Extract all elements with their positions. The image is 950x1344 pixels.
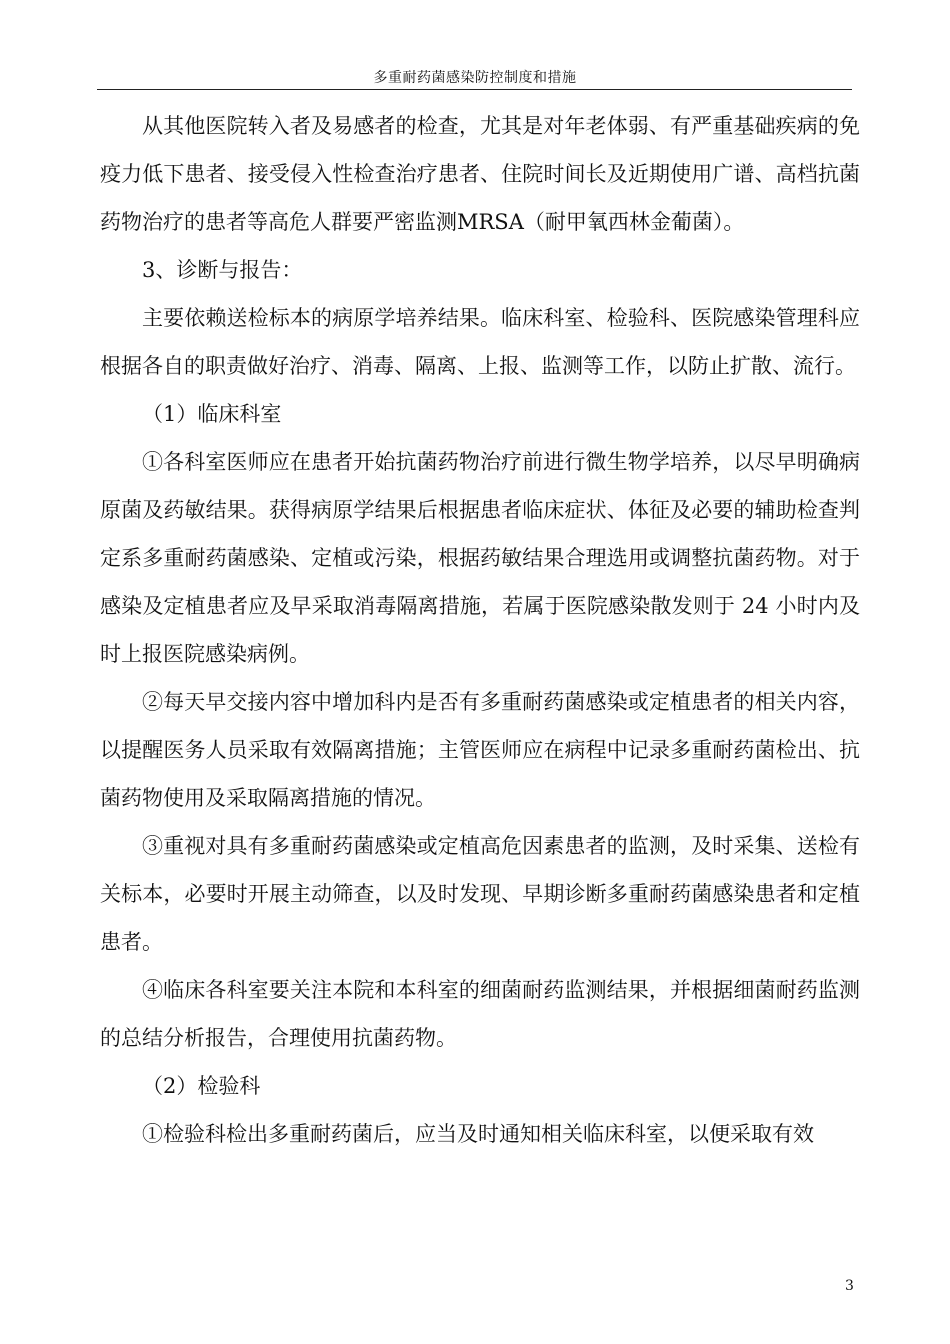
paragraph-clinical-item-3: ③重视对具有多重耐药菌感染或定植高危因素患者的监测，及时采集、送检有关标本，必要时开展主动筛查，以及时发现、早期诊断多重耐药菌感染患者和定植患者。 [100, 834, 860, 954]
paragraph-laboratory-item-1: ①检验科检出多重耐药菌后，应当及时通知相关临床科室，以便采取有效 [142, 1122, 814, 1146]
paragraph-clinical-item-2: ②每天早交接内容中增加科内是否有多重耐药菌感染或定植患者的相关内容，以提醒医务人员采取有效隔离措施；主管医师应在病程中记录多重耐药菌检出、抗菌药物使用及采取隔离措施的情况。 [100, 690, 860, 810]
paragraph-diagnosis-basis: 主要依赖送检标本的病原学培养结果。临床科室、检验科、医院感染管理科应根据各自的职责做好治疗、消毒、隔离、上报、监测等工作，以防止扩散、流行。 [100, 306, 860, 378]
subsection-heading-clinical-departments: （1）临床科室 [142, 402, 282, 426]
paragraph-clinical-item-4: ④临床各科室要关注本院和本科室的细菌耐药监测结果，并根据细菌耐药监测的总结分析报告，合理使用抗菌药物。 [100, 978, 860, 1050]
section-heading-diagnosis-report: 3、诊断与报告： [142, 258, 303, 282]
header-divider [97, 89, 852, 90]
paragraph-clinical-item-1: ①各科室医师应在患者开始抗菌药物治疗前进行微生物学培养，以尽早明确病原菌及药敏结果。获得病原学结果后根据患者临床症状、体征及必要的辅助检查判定系多重耐药菌感染、定植或污染，根据药敏结果合理选用或调整抗菌药物。对于感染及定植患者应及早采取消毒隔离措施，若属于医院感染散发则于 24 小时内及时上报医院感染病例。 [100, 450, 860, 666]
page-number: 3 [845, 1278, 854, 1294]
page-header-title: 多重耐药菌感染防控制度和措施 [373, 70, 577, 86]
paragraph-high-risk-screening: 从其他医院转入者及易感者的检查，尤其是对年老体弱、有严重基础疾病的免疫力低下患者、接受侵入性检查治疗患者、住院时间长及近期使用广谱、高档抗菌药物治疗的患者等高危人群要严密监测MRSA（耐甲氧西林金葡菌）。 [100, 114, 860, 234]
document-body [100, 102, 860, 1158]
subsection-heading-laboratory: （2）检验科 [142, 1074, 261, 1098]
